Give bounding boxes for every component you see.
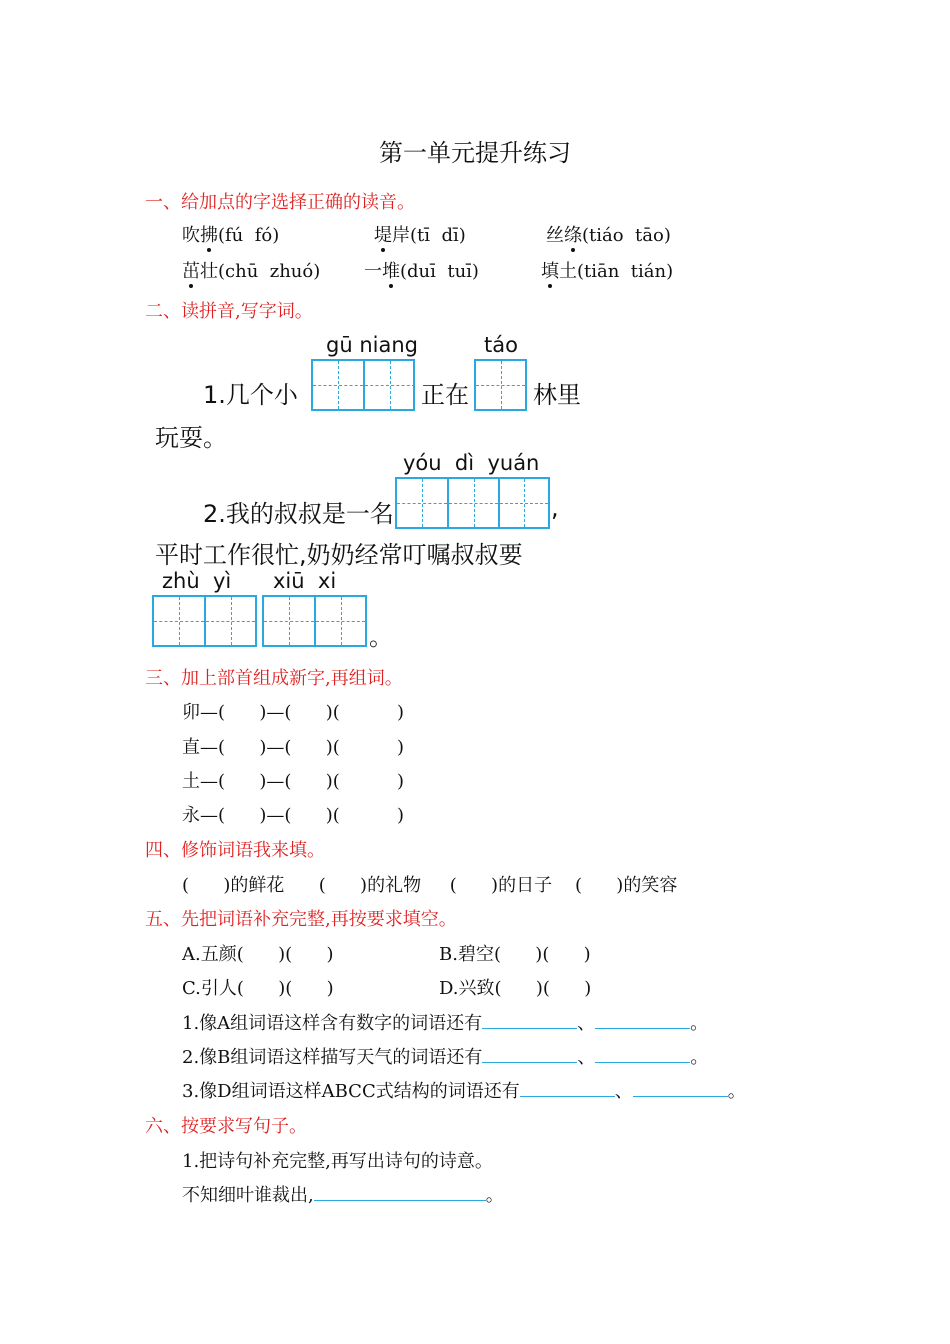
- grid-cell[interactable]: [449, 479, 500, 527]
- q1-tail: 玩耍。: [155, 424, 227, 452]
- section-5-heading: 五、先把词语补充完整,再按要求填空。: [145, 909, 457, 930]
- s5-q1: 1.像A组词语这样含有数字的词语还有 、 。: [182, 1013, 709, 1034]
- section-2-heading: 二、读拼音,写字词。: [145, 301, 313, 322]
- grid-cell[interactable]: [365, 361, 415, 409]
- q2-comma: ,: [551, 494, 559, 522]
- pinyin-tao: táo: [484, 333, 518, 357]
- s6-poem-line: 不知细叶谁裁出, 。: [182, 1185, 504, 1206]
- answer-blank[interactable]: [482, 1014, 577, 1029]
- s5-item-d[interactable]: D.兴致( )( ): [439, 978, 592, 999]
- s1-item-6: 填土(tiān tián): [541, 257, 673, 283]
- s3-row-3[interactable]: 土—( )—( )( ): [182, 771, 405, 792]
- pinyin-gu-niang: gū niang: [326, 333, 418, 357]
- answer-grid-gu-niang[interactable]: [311, 359, 415, 411]
- s3-row-1[interactable]: 卯—( )—( )( ): [182, 702, 405, 723]
- q2-line2: 平时工作很忙,奶奶经常叮嘱叔叔要: [155, 541, 523, 569]
- section-4-heading: 四、修饰词语我来填。: [145, 840, 325, 861]
- answer-blank[interactable]: [633, 1082, 728, 1097]
- pinyin-you-di-yuan: yóu dì yuán: [403, 451, 540, 475]
- grid-cell[interactable]: [206, 597, 255, 645]
- grid-cell[interactable]: [313, 361, 365, 409]
- s1-item-5: 一堆(duī tuī): [364, 257, 479, 283]
- s3-row-2[interactable]: 直—( )—( )( ): [182, 737, 405, 758]
- s5-item-a[interactable]: A.五颜( )( ): [182, 944, 334, 965]
- grid-cell[interactable]: [397, 479, 449, 527]
- q1-prefix: 1.几个小: [203, 381, 298, 409]
- answer-grid-you-di-yuan[interactable]: [395, 477, 550, 529]
- answer-grid-tao[interactable]: [474, 359, 527, 411]
- s5-item-b[interactable]: B.碧空( )( ): [439, 944, 591, 965]
- s4-line[interactable]: ( )的鲜花 ( )的礼物 ( )的日子 ( )的笑容: [182, 875, 678, 896]
- s5-item-c[interactable]: C.引人( )( ): [182, 978, 334, 999]
- answer-blank[interactable]: [595, 1048, 690, 1063]
- q1-suffix: 林里: [533, 381, 581, 409]
- answer-blank[interactable]: [314, 1186, 486, 1201]
- s3-row-4[interactable]: 永—( )—( )( ): [182, 805, 405, 826]
- grid-cell[interactable]: [264, 597, 316, 645]
- section-1-heading: 一、给加点的字选择正确的读音。: [145, 192, 415, 213]
- grid-cell[interactable]: [316, 597, 365, 645]
- s1-item-1: 吹拂(fú fó): [182, 221, 279, 247]
- pinyin-xiu-xi: xiū xi: [273, 569, 337, 593]
- s5-q3: 3.像D组词语这样ABCC式结构的词语还有 、 。: [182, 1081, 746, 1102]
- answer-blank[interactable]: [482, 1048, 577, 1063]
- s1-item-2: 堤岸(tī dī): [374, 221, 466, 247]
- pinyin-zhu-yi: zhù yì: [162, 569, 232, 593]
- q2-end: 。: [369, 623, 393, 651]
- grid-cell[interactable]: [500, 479, 548, 527]
- answer-grid-xiu-xi[interactable]: [262, 595, 367, 647]
- section-3-heading: 三、加上部首组成新字,再组词。: [145, 668, 403, 689]
- answer-blank[interactable]: [520, 1082, 615, 1097]
- answer-grid-zhu-yi[interactable]: [152, 595, 257, 647]
- s6-q1: 1.把诗句补充完整,再写出诗句的诗意。: [182, 1151, 493, 1172]
- s1-item-3: 丝绦(tiáo tāo): [546, 221, 671, 247]
- s5-q2: 2.像B组词语这样描写天气的词语还有 、 。: [182, 1047, 709, 1068]
- answer-blank[interactable]: [595, 1014, 690, 1029]
- page-title: 第一单元提升练习: [379, 139, 571, 167]
- q1-middle: 正在: [421, 381, 469, 409]
- grid-cell[interactable]: [154, 597, 206, 645]
- q2-prefix: 2.我的叔叔是一名: [203, 500, 394, 528]
- s1-item-4: 茁壮(chū zhuó): [182, 257, 320, 283]
- grid-cell[interactable]: [476, 361, 525, 409]
- section-6-heading: 六、按要求写句子。: [145, 1116, 307, 1137]
